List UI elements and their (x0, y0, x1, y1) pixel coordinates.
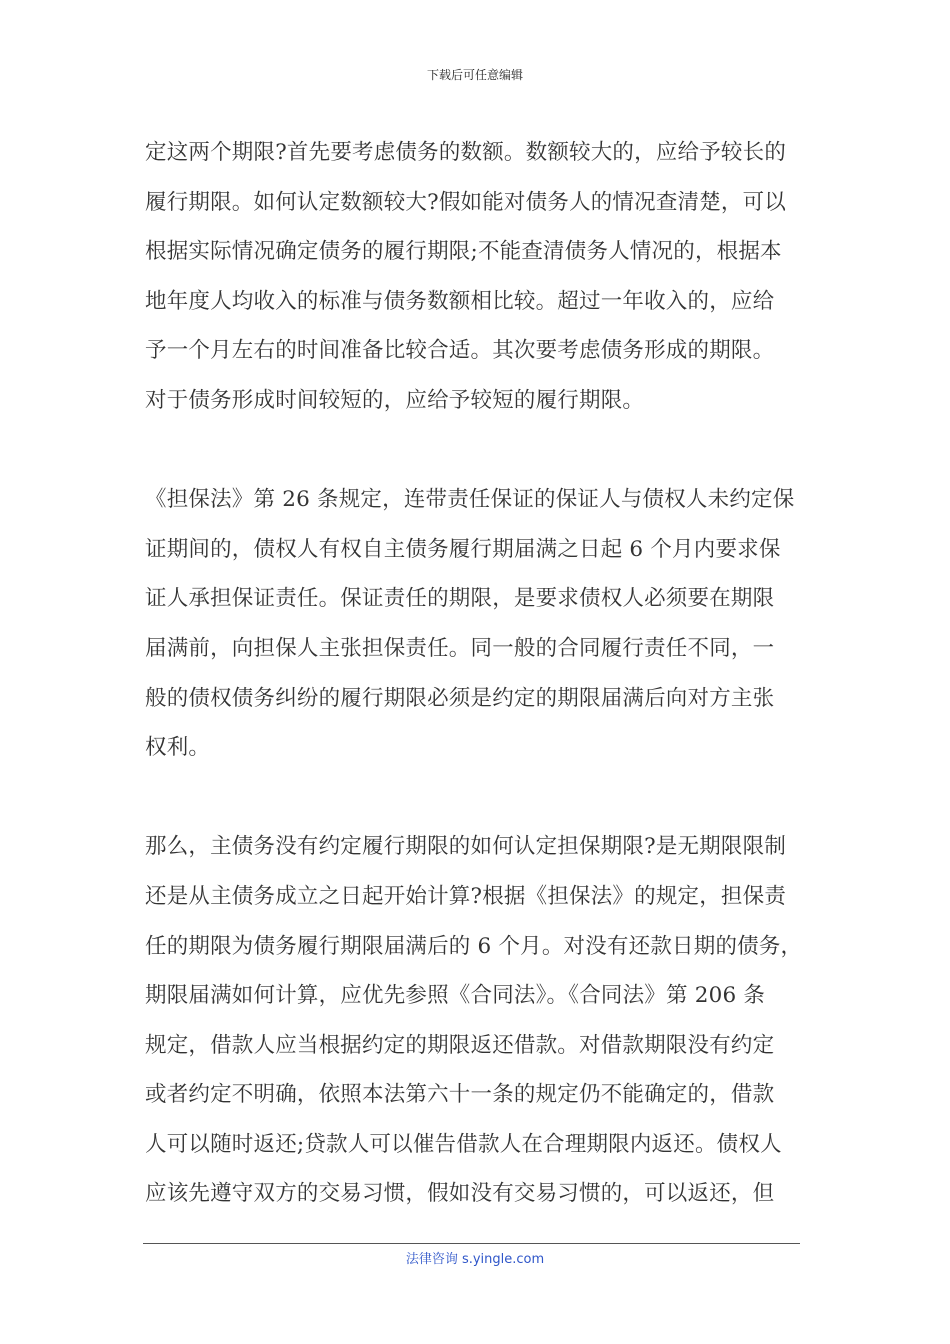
text-line: 届满前，向担保人主张担保责任。同一般的合同履行责任不同，一 (145, 635, 775, 661)
document-body (145, 128, 810, 1219)
text-line: 那么，主债务没有约定履行期限的如何认定担保期限?是无期限限制 (145, 834, 787, 860)
text-line: 任的期限为债务履行期限届满后的 6 个月。对没有还款日期的债务， (145, 933, 803, 959)
text-line: 般的债权债务纠纷的履行期限必须是约定的期限届满后向对方主张 (145, 685, 775, 711)
footer-link[interactable]: 法律咨询 s.yingle.com (405, 1252, 545, 1267)
paragraph-spacer (145, 773, 810, 823)
text-line: 根据实际情况确定债务的履行期限;不能查清债务人情况的，根据本 (145, 239, 782, 265)
text-line: 权利。 (145, 735, 211, 761)
text-line: 予一个月左右的时间准备比较合适。其次要考虑债务形成的期限。 (145, 338, 775, 364)
footer-divider (143, 1243, 800, 1244)
text-line: 还是从主债务成立之日起开始计算?根据《担保法》的规定，担保责 (145, 883, 787, 909)
text-line: 证人承担保证责任。保证责任的期限，是要求债权人必须要在期限 (145, 586, 775, 612)
text-line: 对于债务形成时间较短的，应给予较短的履行期限。 (145, 387, 645, 413)
text-line: 证期间的，债权人有权自主债务履行期届满之日起 6 个月内要求保 (145, 536, 781, 562)
text-line: 履行期限。如何认定数额较大?假如能对债务人的情况查清楚，可以 (145, 189, 787, 215)
text-line: 期限届满如何计算，应优先参照《合同法》。《合同法》第 206 条 (145, 983, 766, 1009)
text-line: 规定，借款人应当根据约定的期限返还借款。对借款期限没有约定 (145, 1032, 775, 1058)
text-line: 地年度人均收入的标准与债务数额相比较。超过一年收入的，应给 (145, 288, 775, 314)
text-line: 《担保法》第 26 条规定，连带责任保证的保证人与债权人未约定保 (145, 487, 795, 513)
paragraph-1 (145, 128, 810, 426)
text-line: 人可以随时返还;贷款人可以催告借款人在合理期限内返还。债权人 (145, 1131, 782, 1157)
text-line: 应该先遵守双方的交易习惯，假如没有交易习惯的，可以返还，但 (145, 1181, 775, 1207)
text-line: 或者约定不明确，依照本法第六十一条的规定仍不能确定的，借款 (145, 1082, 775, 1108)
page-header: 下载后可任意编辑 (426, 68, 523, 82)
paragraph-3 (145, 822, 810, 1219)
text-line: 定这两个期限?首先要考虑债务的数额。数额较大的，应给予较长的 (145, 140, 787, 165)
paragraph-spacer (145, 426, 810, 476)
paragraph-2 (145, 475, 810, 773)
